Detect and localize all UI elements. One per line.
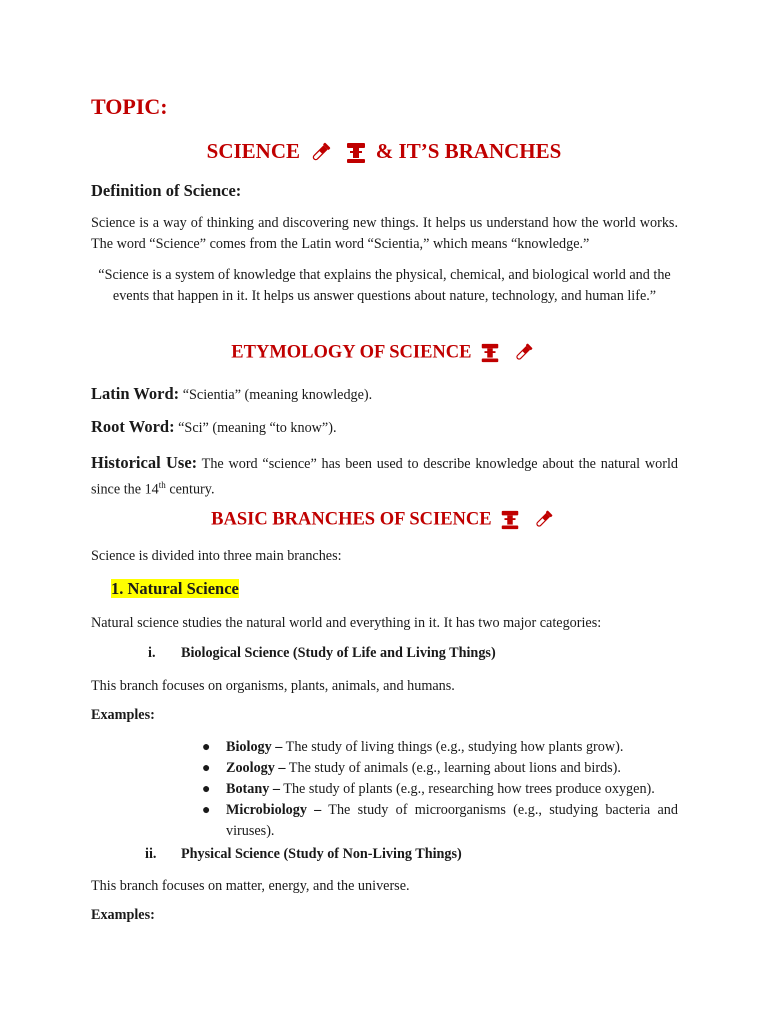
microscope-icon [344, 141, 368, 165]
microscope-icon [479, 342, 501, 364]
historical-use-end: century. [165, 481, 215, 498]
bio-focus: This branch focuses on organisms, plants, animals, and humans. [91, 678, 455, 694]
topic-label: TOPIC: [91, 94, 168, 119]
phys-heading: Physical Science (Study of Non-Living Things) [181, 846, 462, 862]
phys-examples-label: Examples: [91, 907, 155, 923]
list-item-text: The study of plants (e.g., researching how trees produce oxygen). [280, 781, 655, 797]
list-item-term: Microbiology – [226, 802, 322, 818]
latin-word-text: “Scientia” (meaning knowledge). [179, 387, 373, 403]
bullet-icon: ● [202, 782, 211, 797]
definition-heading: Definition of Science: [91, 181, 242, 200]
bio-number: i. [148, 645, 156, 661]
bio-examples-label: Examples: [91, 707, 155, 723]
phys-focus: This branch focuses on matter, energy, and the universe. [91, 878, 410, 894]
list-item-term: Zoology – [226, 760, 286, 776]
phys-number: ii. [145, 846, 157, 862]
latin-word-label: Latin Word: [91, 384, 180, 403]
list-item-term: Botany – [226, 781, 280, 797]
historical-use-line [91, 452, 678, 501]
etymology-heading-text: ETYMOLOGY OF SCIENCE [231, 342, 472, 363]
title-text-before: SCIENCE [206, 139, 301, 163]
bullet-icon: ● [202, 740, 211, 755]
definition-quote: “Science is a system of knowledge that explains the physical, chemical, and biological world and the events that happen in it. It helps us answer questions about nature, technology, and human life.” [98, 267, 671, 304]
branches-intro: Science is divided into three main branches: [91, 548, 342, 564]
bio-examples-list [202, 737, 678, 842]
list-item [202, 737, 678, 758]
natural-science-heading-text: 1. Natural Science [111, 579, 239, 598]
title-text-after: & IT’S BRANCHES [375, 139, 562, 163]
definition-paragraph: Science is a way of thinking and discovering new things. It helps us understand how the world works. The word “Science” comes from the Latin word “Scientia,” which means “knowledge.” [91, 215, 678, 252]
microscope-icon [499, 509, 521, 531]
historical-use-sup: th [158, 480, 166, 490]
test-tube-icon [532, 509, 554, 531]
branches-heading [0, 509, 768, 531]
latin-word-line [91, 383, 678, 406]
root-word-label: Root Word: [91, 417, 175, 436]
historical-use-label: Historical Use: [91, 453, 198, 472]
root-word-line [91, 416, 678, 439]
list-item-text: The study of living things (e.g., studying how plants grow). [282, 739, 624, 755]
bullet-icon: ● [202, 761, 211, 776]
root-word-text: “Sci” (meaning “to know”). [174, 420, 337, 436]
bio-heading: Biological Science (Study of Life and Living Things) [181, 645, 496, 661]
bullet-icon: ● [202, 803, 211, 818]
list-item [202, 779, 678, 800]
test-tube-icon [512, 342, 534, 364]
list-item-term: Biology – [226, 739, 283, 755]
etymology-heading [0, 342, 768, 364]
natural-science-intro: Natural science studies the natural world and everything in it. It has two major categories: [91, 615, 602, 631]
page-title [0, 139, 768, 165]
branches-heading-text: BASIC BRANCHES OF SCIENCE [211, 509, 492, 530]
test-tube-icon [308, 141, 332, 165]
list-item-text: The study of microorganisms (e.g., studying bacteria and viruses). [226, 802, 678, 839]
historical-use-text: The word “science” has been used to describe knowledge about the natural world since the 14 [91, 456, 678, 498]
natural-science-heading [111, 579, 239, 599]
list-item [202, 758, 678, 779]
list-item-text: The study of animals (e.g., learning about lions and birds). [285, 760, 621, 776]
list-item [202, 800, 678, 842]
